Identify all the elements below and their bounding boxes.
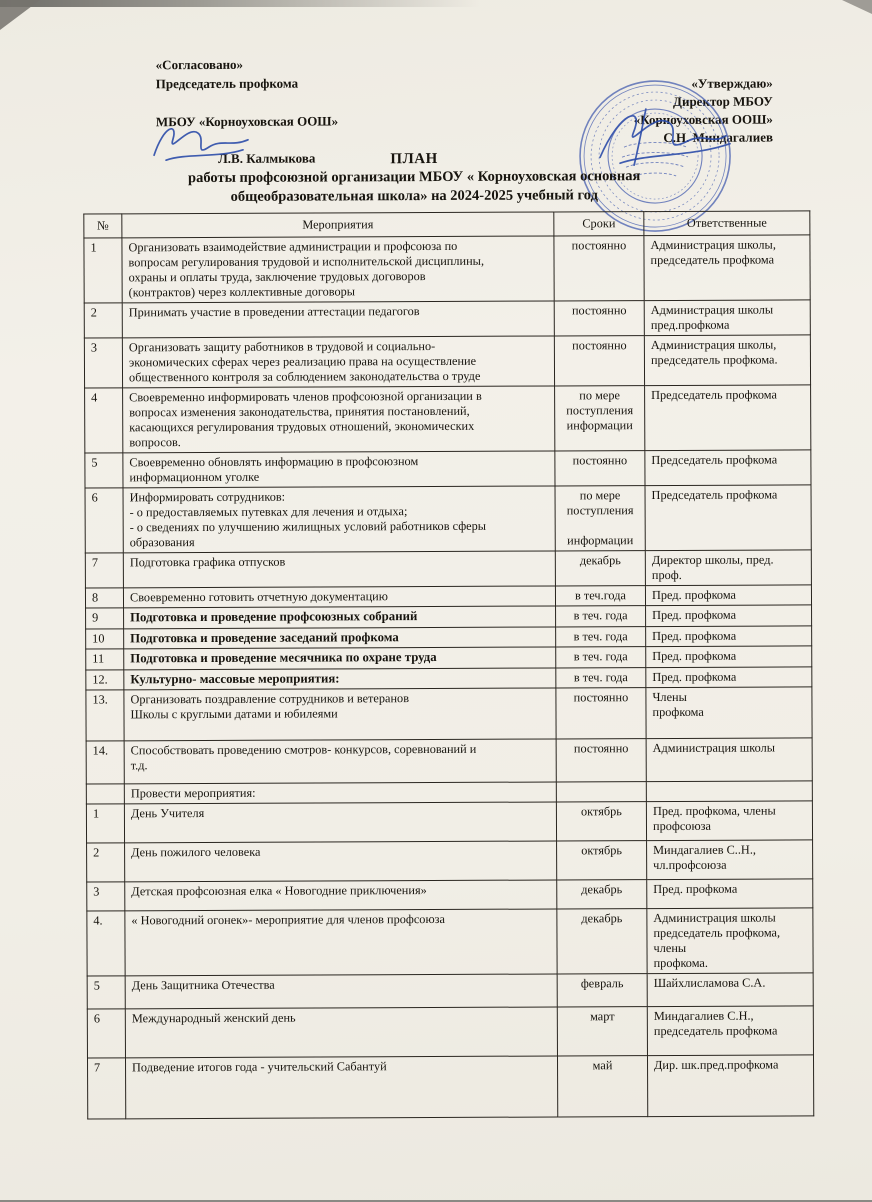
scan-corner-shadow-left: [0, 0, 40, 30]
table-row: [87, 879, 813, 911]
table-row: [85, 385, 811, 453]
cell-activity: Своевременно готовить отчетную документацию: [123, 586, 555, 608]
cell-activity: День пожилого человека: [125, 841, 557, 882]
cell-num: 11: [86, 649, 124, 670]
table-row: [87, 840, 813, 882]
header-activities: Мероприятия: [122, 212, 554, 238]
table-row: [86, 738, 812, 784]
cell-resp: Директор школы, пред. проф.: [645, 550, 811, 586]
table-row: [85, 550, 811, 588]
title-word-plan: ПЛАН: [390, 150, 438, 168]
cell-resp: Миндагалиев С.Н., председатель профкома: [647, 1006, 813, 1056]
table-row: [86, 801, 812, 843]
cell-resp: Пред. профкома: [646, 605, 812, 626]
table-row: [84, 235, 810, 303]
table-row: [87, 973, 813, 1009]
agreement-role: Председатель профкома: [155, 75, 299, 92]
cell-term: постоянно: [556, 739, 646, 782]
cell-resp: Пред. профкома: [645, 585, 811, 606]
table-row: [87, 908, 813, 976]
cell-term: март: [557, 1007, 647, 1056]
cell-resp: Председатель профкома: [645, 450, 811, 486]
cell-activity: Подготовка и проведение месячника по охране труда: [124, 647, 556, 669]
cell-num: 6: [85, 488, 123, 553]
cell-num: 6: [87, 1009, 125, 1058]
cell-num: 9: [86, 608, 124, 629]
cell-term: февраль: [557, 974, 647, 1007]
cell-num: 3: [84, 338, 122, 388]
cell-num: 8: [85, 588, 123, 608]
cell-term: в теч. года: [556, 626, 646, 647]
cell-resp: Дир. шк.пред.профкома: [647, 1055, 813, 1117]
cell-resp: Администрация школы: [646, 738, 812, 782]
cell-activity: День Учителя: [124, 802, 556, 843]
cell-resp: Председатель профкома: [645, 485, 811, 551]
cell-resp: Пред. профкома: [646, 625, 812, 646]
agreement-signer-name: Л.В. Калмыкова: [218, 150, 316, 166]
cell-num: 13.: [86, 690, 124, 741]
cell-num: 2: [87, 843, 125, 882]
cell-term: постоянно: [555, 451, 645, 486]
cell-activity: Провести мероприятия:: [124, 782, 556, 804]
cell-term: в теч.года: [555, 586, 645, 606]
cell-activity: Подготовка и проведение заседаний профкома: [124, 627, 556, 649]
header-responsible: Ответственные: [644, 211, 810, 236]
cell-num: [86, 784, 124, 804]
cell-term: декабрь: [557, 909, 647, 974]
cell-activity: Информировать сотрудников: - о предоставляемых путевках для лечения и отдыха; - о сведениях по улучшению жилищных условий работников сферы образования: [123, 486, 555, 553]
agreement-org: МБОУ «Корноуховская ООШ»: [155, 113, 339, 130]
cell-term: [556, 782, 646, 802]
cell-term: по мере поступления информации: [555, 486, 645, 551]
approval-label: «Утверждаю»: [691, 75, 773, 91]
cell-resp: Шайхлисламова С.А.: [647, 973, 813, 1007]
header-terms: Сроки: [554, 212, 644, 236]
agreement-label: «Согласовано»: [155, 56, 244, 73]
cell-activity: Организовать защиту работников в трудовой и социально- экономических сферах через реализацию права на осуществление общественного контроля за соблюдением законодательства о труде: [122, 336, 554, 388]
cell-activity: Способствовать проведению смотров- конкурсов, соревнований и т.д.: [124, 739, 556, 784]
cell-num: 7: [87, 1058, 125, 1119]
cell-num: 10: [86, 628, 124, 649]
cell-term: в теч. года: [556, 647, 646, 668]
cell-resp: Администрация школы, председатель профкома: [644, 235, 810, 301]
cell-term: октябрь: [557, 841, 647, 880]
cell-activity: Подведение итогов года - учительский Сабантуй: [125, 1056, 557, 1119]
table-row: [87, 1055, 813, 1119]
cell-num: 4.: [87, 911, 125, 976]
cell-term: в теч. года: [556, 667, 646, 688]
cell-num: 4: [85, 388, 123, 453]
approval-org: «Корноуховская ООШ»: [633, 111, 773, 128]
cell-term: в теч. года: [556, 606, 646, 627]
table-row: [85, 485, 811, 553]
cell-num: 14.: [86, 741, 124, 784]
cell-activity: Своевременно обновлять информацию в профсоюзном информационном уголке: [123, 451, 555, 488]
cell-activity: Подготовка графика отпусков: [123, 551, 555, 588]
cell-activity: Детская профсоюзная елка « Новогодние приключения»: [125, 880, 557, 911]
title-line-3: общеобразовательная школа» на 2024-2025 учебный год: [230, 187, 598, 205]
cell-num: 3: [87, 882, 125, 911]
table-header-row: [84, 211, 810, 238]
table-row: [86, 687, 812, 741]
cell-num: 5: [87, 976, 125, 1009]
cell-activity: Своевременно информировать членов профсоюзной организации в вопросах изменения законодательства, принятия постановлений, касающихся регулирования трудовых отношений, экономических вопросов.: [123, 386, 555, 453]
spacer: [156, 92, 338, 112]
cell-resp: Пред. профкома: [646, 667, 812, 688]
cell-term: декабрь: [555, 551, 645, 586]
table-row: [85, 450, 811, 488]
cell-num: 7: [85, 553, 123, 588]
cell-activity: Принимать участие в проведении аттестации педагогов: [122, 301, 554, 338]
cell-num: 12.: [86, 670, 124, 691]
cell-resp: Председатель профкома: [645, 385, 811, 451]
cell-term: постоянно: [554, 236, 644, 301]
table-row: [87, 1006, 813, 1058]
cell-activity: Подготовка и проведение профсоюзных собраний: [124, 606, 556, 628]
approval-signer-name: С.Н. Миндагалиев: [663, 129, 774, 146]
cell-num: 1: [84, 238, 122, 303]
cell-activity: Культурно- массовые мероприятия:: [124, 668, 556, 690]
cell-num: 1: [86, 804, 124, 843]
approval-block: [633, 75, 773, 148]
cell-resp: Члены профкома: [646, 687, 812, 739]
cell-resp: Администрация школы председатель профкома, члены профкома.: [647, 908, 813, 974]
cell-resp: Администрация школы, председатель профкома.: [644, 335, 810, 386]
cell-activity: Международный женский день: [125, 1007, 557, 1058]
cell-activity: День Защитника Отечества: [125, 974, 557, 1009]
cell-activity: Организовать поздравление сотрудников и ветеранов Школы с круглыми датами и юбилеями: [124, 688, 556, 741]
cell-term: постоянно: [554, 336, 644, 386]
table-row: [84, 335, 810, 388]
approval-role: Директор МБОУ: [672, 93, 773, 109]
plan-table-body: [84, 235, 814, 1120]
cell-num: 5: [85, 453, 123, 488]
plan-table: [83, 210, 814, 1120]
cell-num: 2: [84, 303, 122, 338]
cell-resp: Пред. профкома: [646, 646, 812, 667]
cell-activity: Организовать взаимодействие администрации и профсоюза по вопросам регулирования трудовой и исполнительской дисциплины, охраны и оплаты труда, заключение трудовых договоров (контрактов) через коллективные договоры: [122, 236, 554, 303]
cell-term: по мере поступления информации: [555, 386, 645, 451]
cell-resp: Администрация школы пред.профкома: [644, 300, 810, 336]
cell-term: постоянно: [556, 688, 646, 739]
cell-resp: Пред. профкома, члены профсоюза: [646, 801, 812, 841]
cell-term: постоянно: [554, 301, 644, 336]
scan-corner-shadow-right: [842, 0, 872, 14]
cell-term: май: [557, 1056, 647, 1117]
cell-term: октябрь: [556, 802, 646, 841]
scanner-edge: [0, 0, 872, 7]
cell-resp: Пред. профкома: [647, 879, 813, 909]
table-row: [84, 300, 810, 338]
document-title: [0, 149, 830, 208]
cell-term: декабрь: [557, 880, 647, 909]
header-number: №: [84, 214, 122, 238]
cell-activity: « Новогодний огонек»- мероприятие для членов профсоюза: [125, 909, 557, 976]
cell-resp: [646, 781, 812, 802]
cell-resp: Миндагалиев С..Н., чл.профсоюза: [647, 840, 813, 880]
title-line-2: работы профсоюзной организации МБОУ « Корноуховская основная: [187, 168, 641, 187]
